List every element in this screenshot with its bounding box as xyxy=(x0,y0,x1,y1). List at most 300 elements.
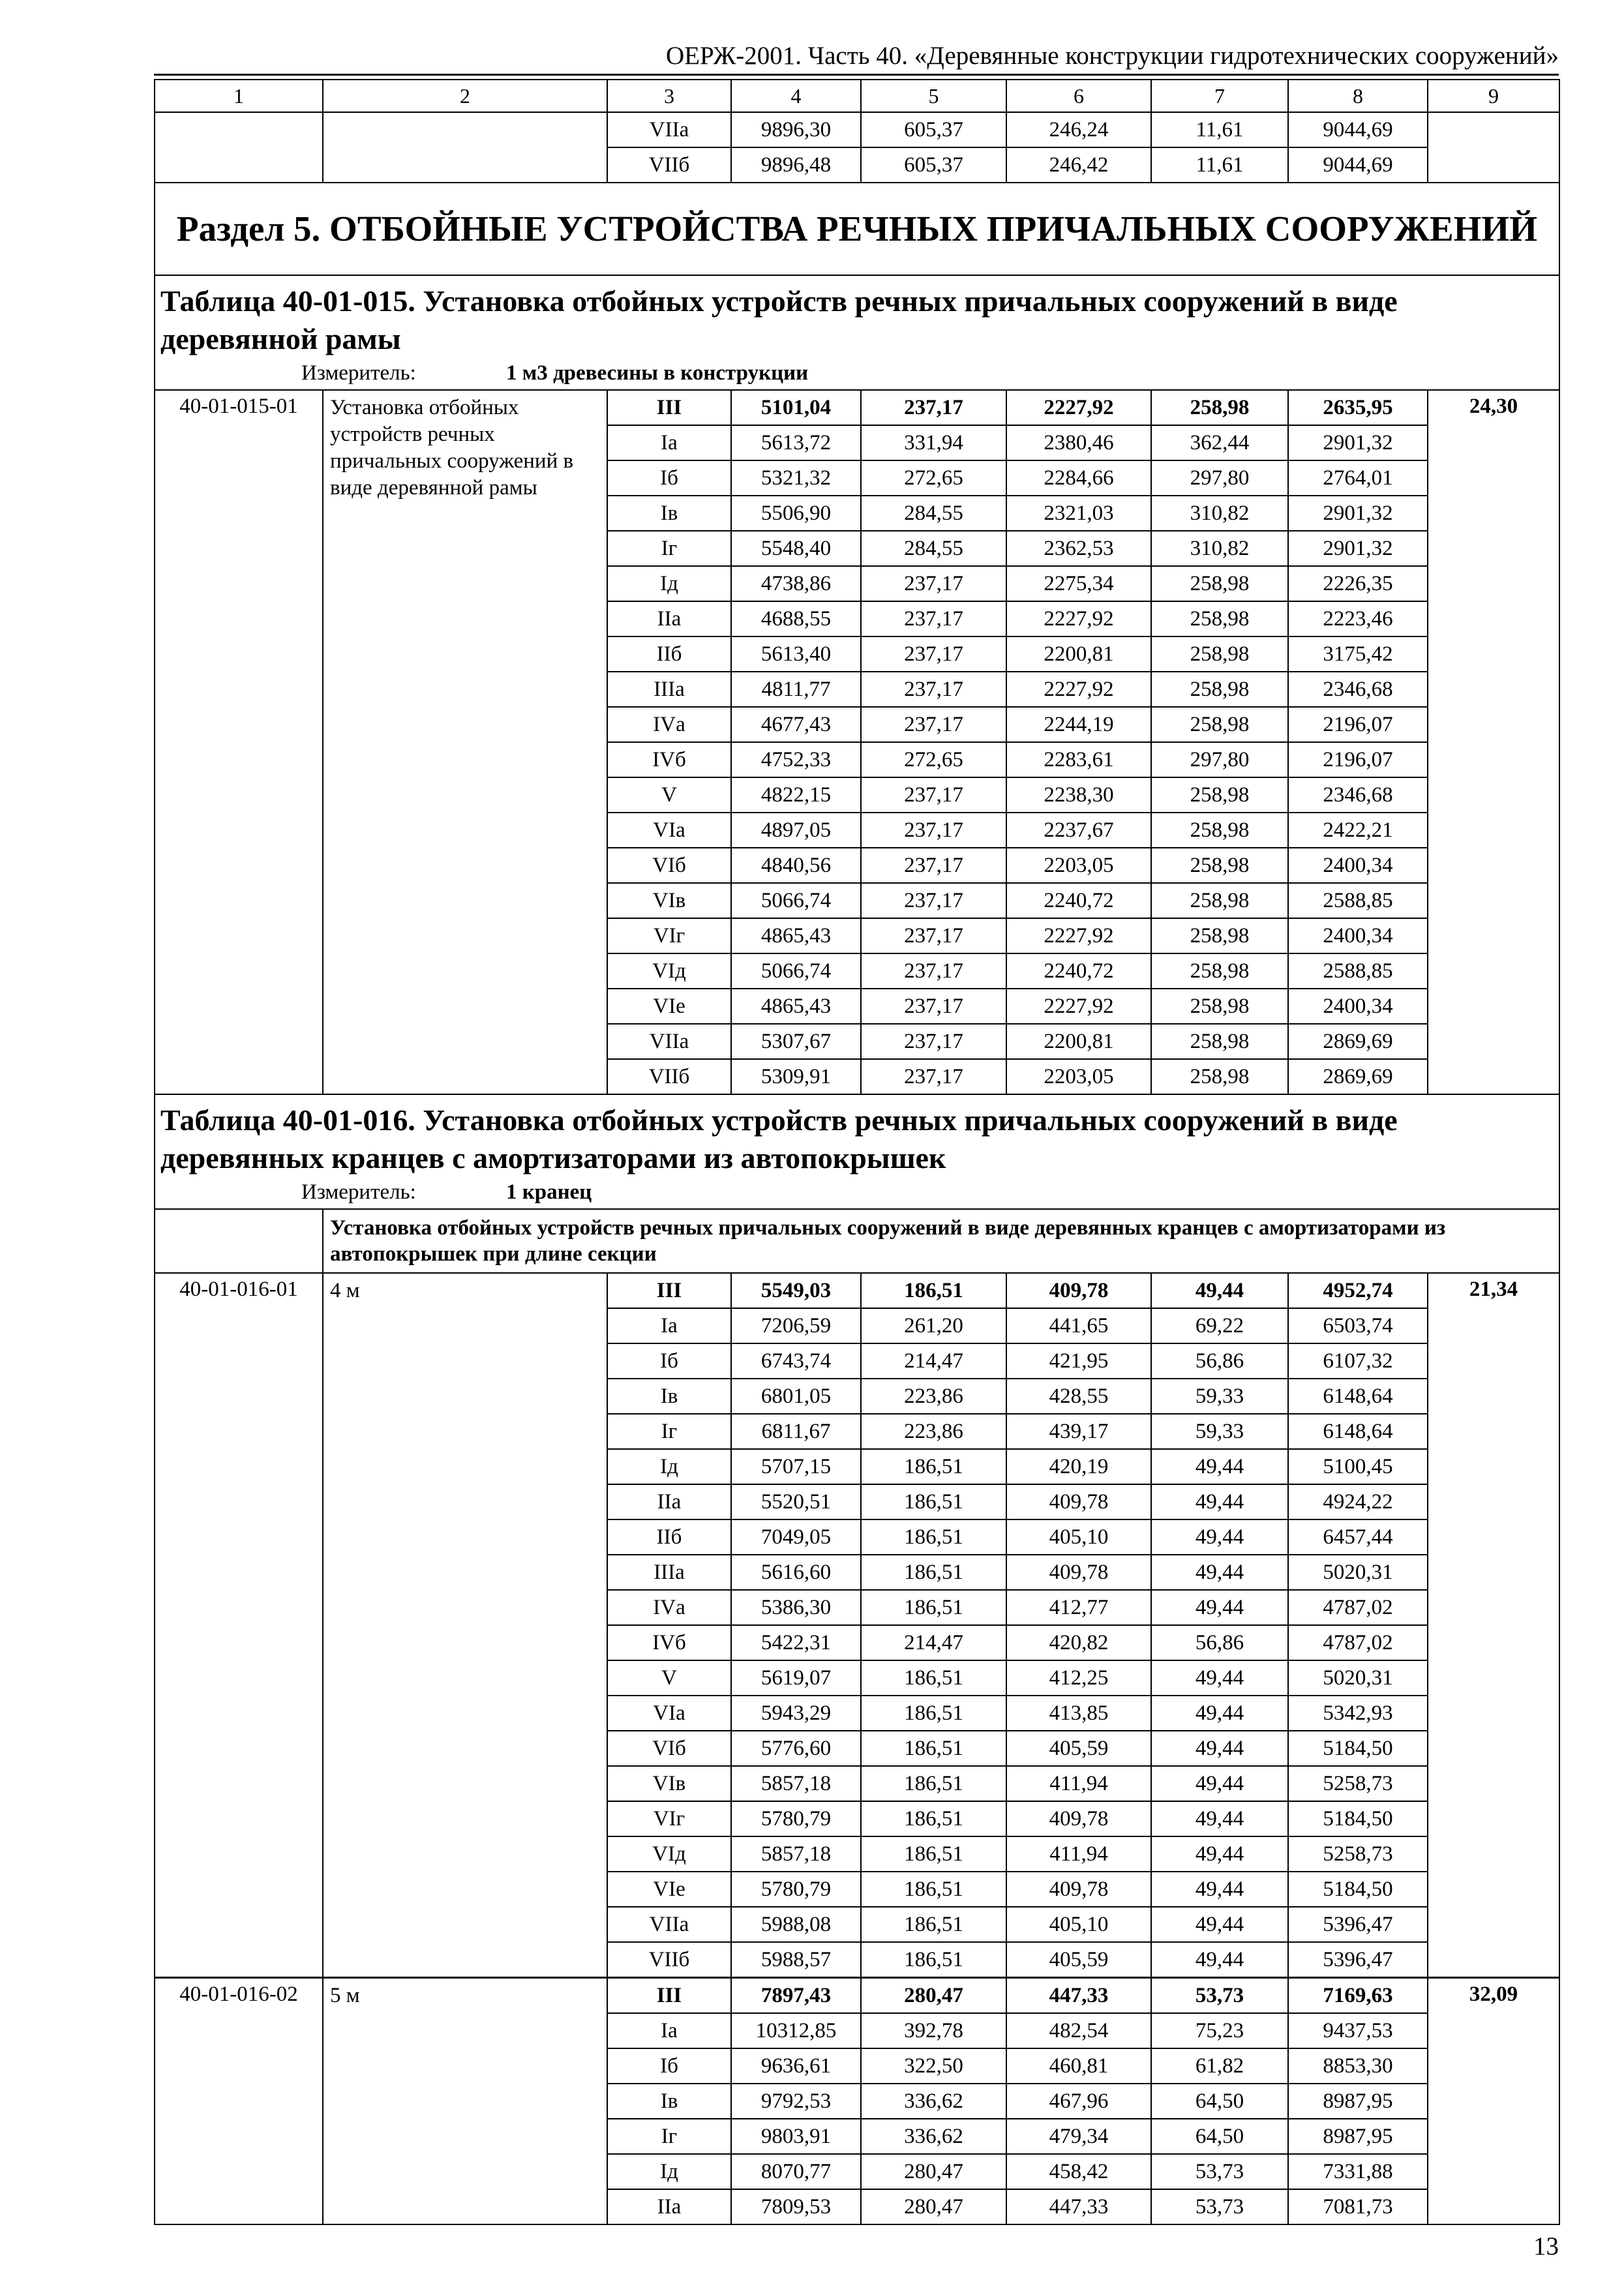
rate-value: 2200,81 xyxy=(1006,1024,1151,1059)
rate-value: 5857,18 xyxy=(731,1836,861,1872)
rate-value: 420,19 xyxy=(1006,1449,1151,1484)
column-number: 9 xyxy=(1428,80,1559,112)
zone-code: VIIа xyxy=(607,1024,731,1059)
rate-value: 186,51 xyxy=(861,1519,1006,1555)
rate-value: 237,17 xyxy=(861,390,1006,425)
rate-value: 237,17 xyxy=(861,672,1006,707)
rate-value: 5020,31 xyxy=(1288,1555,1428,1590)
running-header: ОЕРЖ-2001. Часть 40. «Деревянные конструкции гидротехнических сооружений» xyxy=(666,42,1559,70)
zone-code: Iа xyxy=(607,425,731,460)
rate-value: 5780,79 xyxy=(731,1801,861,1836)
rate-value: 56,86 xyxy=(1151,1343,1288,1379)
rate-value: 411,94 xyxy=(1006,1766,1151,1801)
rate-value: 49,44 xyxy=(1151,1519,1288,1555)
rate-value: 4865,43 xyxy=(731,918,861,953)
zone-code: IIа xyxy=(607,1484,731,1519)
rate-value: 246,24 xyxy=(1006,112,1151,147)
column-number: 8 xyxy=(1288,80,1428,112)
rate-value: 412,25 xyxy=(1006,1660,1151,1696)
rate-value: 5307,67 xyxy=(731,1024,861,1059)
rate-value: 49,44 xyxy=(1151,1555,1288,1590)
zone-code: IVа xyxy=(607,707,731,742)
rate-value: 2203,05 xyxy=(1006,848,1151,883)
rate-value: 237,17 xyxy=(861,989,1006,1024)
rate-value: 5321,32 xyxy=(731,460,861,496)
rate-value: 237,17 xyxy=(861,636,1006,672)
rate-value: 49,44 xyxy=(1151,1942,1288,1978)
rate-value: 5776,60 xyxy=(731,1731,861,1766)
rate-value: 441,65 xyxy=(1006,1308,1151,1343)
page-number: 13 xyxy=(1533,2232,1559,2260)
zone-code: VIб xyxy=(607,848,731,883)
rate-value: 413,85 xyxy=(1006,1696,1151,1731)
rate-value: 53,73 xyxy=(1151,1978,1288,2014)
zone-code: Iг xyxy=(607,1414,731,1449)
rate-value: 7081,73 xyxy=(1288,2189,1428,2224)
rate-value: 186,51 xyxy=(861,1872,1006,1907)
rate-value: 49,44 xyxy=(1151,1696,1288,1731)
rate-value: 2238,30 xyxy=(1006,777,1151,813)
rate-value: 186,51 xyxy=(861,1766,1006,1801)
subheading: Установка отбойных устройств речных причальных сооружений в виде деревянных кранцев с амортизаторами из автопокрышек при длине секции xyxy=(323,1209,1559,1273)
rate-value: 237,17 xyxy=(861,1059,1006,1094)
rate-value: 186,51 xyxy=(861,1731,1006,1766)
rate-value: 439,17 xyxy=(1006,1414,1151,1449)
rate-value: 5548,40 xyxy=(731,531,861,566)
rate-value: 5857,18 xyxy=(731,1766,861,1801)
rate-value: 11,61 xyxy=(1151,112,1288,147)
rate-value: 258,98 xyxy=(1151,777,1288,813)
zone-code: VIе xyxy=(607,1872,731,1907)
zone-code: VIIб xyxy=(607,1942,731,1978)
rate-value: 3175,42 xyxy=(1288,636,1428,672)
zone-code: VIб xyxy=(607,1731,731,1766)
rate-value: 272,65 xyxy=(861,742,1006,777)
rate-value: 5422,31 xyxy=(731,1625,861,1660)
rate-row-main xyxy=(155,1273,1559,1308)
rate-value: 409,78 xyxy=(1006,1484,1151,1519)
rate-value: 258,98 xyxy=(1151,1059,1288,1094)
rate-value: 2240,72 xyxy=(1006,883,1151,918)
rate-value: 8070,77 xyxy=(731,2154,861,2189)
rate-value: 258,98 xyxy=(1151,883,1288,918)
rate-value: 223,86 xyxy=(861,1414,1006,1449)
rate-value: 336,62 xyxy=(861,2084,1006,2119)
rate-value: 49,44 xyxy=(1151,1449,1288,1484)
rate-weight: 21,34 xyxy=(1428,1273,1559,1978)
rate-value: 237,17 xyxy=(861,813,1006,848)
rate-value: 258,98 xyxy=(1151,672,1288,707)
column-number: 7 xyxy=(1151,80,1288,112)
rate-value: 392,78 xyxy=(861,2013,1006,2048)
rate-value: 11,61 xyxy=(1151,147,1288,183)
table-title-cell xyxy=(155,275,1559,390)
zone-code: IIб xyxy=(607,636,731,672)
zone-code: Iб xyxy=(607,1343,731,1379)
rate-value: 9636,61 xyxy=(731,2048,861,2084)
rate-value: 2227,92 xyxy=(1006,918,1151,953)
rate-code: 40-01-016-01 xyxy=(155,1273,323,1978)
rate-value: 56,86 xyxy=(1151,1625,1288,1660)
rates-table xyxy=(154,79,1560,2225)
rate-value: 237,17 xyxy=(861,953,1006,989)
rate-value: 5988,08 xyxy=(731,1907,861,1942)
rate-value: 2321,03 xyxy=(1006,496,1151,531)
rate-value: 186,51 xyxy=(861,1696,1006,1731)
rate-value: 411,94 xyxy=(1006,1836,1151,1872)
rate-value: 6801,05 xyxy=(731,1379,861,1414)
rate-value: 4952,74 xyxy=(1288,1273,1428,1308)
rate-value: 258,98 xyxy=(1151,953,1288,989)
zone-code: IVб xyxy=(607,742,731,777)
rate-value: 258,98 xyxy=(1151,566,1288,601)
rate-value: 64,50 xyxy=(1151,2119,1288,2154)
rate-value: 605,37 xyxy=(861,147,1006,183)
rate-value: 258,98 xyxy=(1151,601,1288,636)
rate-value: 6107,32 xyxy=(1288,1343,1428,1379)
rate-value: 186,51 xyxy=(861,1836,1006,1872)
rate-value: 49,44 xyxy=(1151,1590,1288,1625)
rate-value: 237,17 xyxy=(861,848,1006,883)
rate-value: 8987,95 xyxy=(1288,2119,1428,2154)
rate-value: 5258,73 xyxy=(1288,1766,1428,1801)
rate-value: 4787,02 xyxy=(1288,1590,1428,1625)
rate-value: 7169,63 xyxy=(1288,1978,1428,2014)
rate-value: 49,44 xyxy=(1151,1731,1288,1766)
zone-code: VIг xyxy=(607,1801,731,1836)
rate-value: 297,80 xyxy=(1151,742,1288,777)
rate-value: 6457,44 xyxy=(1288,1519,1428,1555)
rate-value: 5707,15 xyxy=(731,1449,861,1484)
rate-value: 2869,69 xyxy=(1288,1059,1428,1094)
column-number: 2 xyxy=(323,80,607,112)
rate-value: 9896,48 xyxy=(731,147,861,183)
rate-value: 2764,01 xyxy=(1288,460,1428,496)
rate-value: 237,17 xyxy=(861,1024,1006,1059)
rate-value: 2346,68 xyxy=(1288,672,1428,707)
rate-value: 258,98 xyxy=(1151,989,1288,1024)
rate-value: 2901,32 xyxy=(1288,425,1428,460)
rate-value: 2635,95 xyxy=(1288,390,1428,425)
rate-value: 75,23 xyxy=(1151,2013,1288,2048)
zone-code: VIIа xyxy=(607,1907,731,1942)
rate-value: 2275,34 xyxy=(1006,566,1151,601)
zone-code: Iд xyxy=(607,566,731,601)
rate-value: 4924,22 xyxy=(1288,1484,1428,1519)
section-title: Раздел 5. ОТБОЙНЫЕ УСТРОЙСТВА РЕЧНЫХ ПРИЧАЛЬНЫХ СООРУЖЕНИЙ xyxy=(155,183,1559,275)
measure-label: Измеритель: xyxy=(301,1180,416,1204)
rate-value: 2588,85 xyxy=(1288,953,1428,989)
rate-value: 9437,53 xyxy=(1288,2013,1428,2048)
rate-value: 53,73 xyxy=(1151,2154,1288,2189)
rate-value: 280,47 xyxy=(861,2154,1006,2189)
zone-code: Iв xyxy=(607,2084,731,2119)
rate-value: 5020,31 xyxy=(1288,1660,1428,1696)
zone-code: VIв xyxy=(607,1766,731,1801)
rate-value: 4811,77 xyxy=(731,672,861,707)
continued-row xyxy=(155,112,1559,147)
zone-code: V xyxy=(607,1660,731,1696)
rate-value: 49,44 xyxy=(1151,1484,1288,1519)
rate-value: 5613,72 xyxy=(731,425,861,460)
measure-value: 1 кранец xyxy=(506,1180,592,1204)
rate-value: 258,98 xyxy=(1151,813,1288,848)
table-title: Таблица 40-01-016. Установка отбойных устройств речных причальных сооружений в виде деревянных кранцев с амортизаторами из автопокрышек xyxy=(160,1103,1398,1174)
zone-code: VIе xyxy=(607,989,731,1024)
rate-value: 5613,40 xyxy=(731,636,861,672)
rate-value: 4752,33 xyxy=(731,742,861,777)
column-number: 6 xyxy=(1006,80,1151,112)
rate-value: 5100,45 xyxy=(1288,1449,1428,1484)
rate-value: 405,59 xyxy=(1006,1731,1151,1766)
rate-value: 409,78 xyxy=(1006,1801,1151,1836)
rate-value: 284,55 xyxy=(861,496,1006,531)
rate-value: 5619,07 xyxy=(731,1660,861,1696)
zone-code: IIIа xyxy=(607,672,731,707)
rate-value: 362,44 xyxy=(1151,425,1288,460)
rate-value: 405,59 xyxy=(1006,1942,1151,1978)
column-number: 5 xyxy=(861,80,1006,112)
rate-value: 246,42 xyxy=(1006,147,1151,183)
rate-value: 2362,53 xyxy=(1006,531,1151,566)
rate-value: 49,44 xyxy=(1151,1836,1288,1872)
rate-value: 258,98 xyxy=(1151,390,1288,425)
rate-value: 310,82 xyxy=(1151,531,1288,566)
column-number-row xyxy=(155,80,1559,112)
rate-value: 186,51 xyxy=(861,1590,1006,1625)
rate-value: 420,82 xyxy=(1006,1625,1151,1660)
rate-value: 405,10 xyxy=(1006,1907,1151,1942)
measure-value: 1 м3 древесины в конструкции xyxy=(506,361,809,385)
rate-value: 428,55 xyxy=(1006,1379,1151,1414)
rate-value: 8853,30 xyxy=(1288,2048,1428,2084)
rate-value: 409,78 xyxy=(1006,1872,1151,1907)
rate-value: 53,73 xyxy=(1151,2189,1288,2224)
rate-value: 237,17 xyxy=(861,918,1006,953)
zone-code: IVа xyxy=(607,1590,731,1625)
rate-value: 5396,47 xyxy=(1288,1907,1428,1942)
rate-value: 49,44 xyxy=(1151,1907,1288,1942)
rate-value: 2223,46 xyxy=(1288,601,1428,636)
rate-value: 2226,35 xyxy=(1288,566,1428,601)
rate-value: 214,47 xyxy=(861,1625,1006,1660)
measure-label: Измеритель: xyxy=(301,361,416,385)
zone-code: VIа xyxy=(607,1696,731,1731)
zone-code: VIв xyxy=(607,883,731,918)
rate-value: 186,51 xyxy=(861,1907,1006,1942)
rate-value: 2227,92 xyxy=(1006,601,1151,636)
rate-value: 258,98 xyxy=(1151,1024,1288,1059)
rate-value: 482,54 xyxy=(1006,2013,1151,2048)
rate-value: 479,34 xyxy=(1006,2119,1151,2154)
rate-value: 59,33 xyxy=(1151,1414,1288,1449)
rate-value: 5386,30 xyxy=(731,1590,861,1625)
rate-value: 49,44 xyxy=(1151,1273,1288,1308)
zone-code: Iа xyxy=(607,1308,731,1343)
rate-value: 237,17 xyxy=(861,707,1006,742)
rate-value: 447,33 xyxy=(1006,2189,1151,2224)
rate-value: 412,77 xyxy=(1006,1590,1151,1625)
rate-value: 186,51 xyxy=(861,1273,1006,1308)
zone-code: VIг xyxy=(607,918,731,953)
rate-value: 186,51 xyxy=(861,1660,1006,1696)
rate-value: 280,47 xyxy=(861,2189,1006,2224)
zone-code: IVб xyxy=(607,1625,731,1660)
rate-value: 59,33 xyxy=(1151,1379,1288,1414)
rate-value: 9792,53 xyxy=(731,2084,861,2119)
rate-value: 2240,72 xyxy=(1006,953,1151,989)
rate-value: 467,96 xyxy=(1006,2084,1151,2119)
rate-value: 49,44 xyxy=(1151,1660,1288,1696)
rate-value: 5258,73 xyxy=(1288,1836,1428,1872)
zone-code: III xyxy=(607,1273,731,1308)
rate-value: 9044,69 xyxy=(1288,112,1428,147)
rate-value: 5520,51 xyxy=(731,1484,861,1519)
rate-weight: 32,09 xyxy=(1428,1978,1559,2225)
rate-value: 9896,30 xyxy=(731,112,861,147)
rate-value: 64,50 xyxy=(1151,2084,1288,2119)
rate-code: 40-01-016-02 xyxy=(155,1978,323,2225)
rate-value: 2203,05 xyxy=(1006,1059,1151,1094)
zone-code: Iд xyxy=(607,2154,731,2189)
rate-value: 8987,95 xyxy=(1288,2084,1428,2119)
rate-value: 421,95 xyxy=(1006,1343,1151,1379)
rate-value: 2400,34 xyxy=(1288,918,1428,953)
rate-value: 6148,64 xyxy=(1288,1379,1428,1414)
rate-value: 6811,67 xyxy=(731,1414,861,1449)
rate-row-main xyxy=(155,1978,1559,2014)
rate-value: 4840,56 xyxy=(731,848,861,883)
rate-value: 258,98 xyxy=(1151,848,1288,883)
rate-value: 49,44 xyxy=(1151,1766,1288,1801)
rate-value: 2400,34 xyxy=(1288,848,1428,883)
measure-line xyxy=(160,1177,1552,1208)
zone-code: IIа xyxy=(607,2189,731,2224)
rate-value: 5309,91 xyxy=(731,1059,861,1094)
rate-value: 2869,69 xyxy=(1288,1024,1428,1059)
rate-value: 4865,43 xyxy=(731,989,861,1024)
measure-line xyxy=(160,358,1552,389)
section-row xyxy=(155,183,1559,275)
rate-value: 2227,92 xyxy=(1006,390,1151,425)
zone-code: Iб xyxy=(607,460,731,496)
column-number: 3 xyxy=(607,80,731,112)
rate-value: 331,94 xyxy=(861,425,1006,460)
rate-value: 258,98 xyxy=(1151,707,1288,742)
rate-value: 5943,29 xyxy=(731,1696,861,1731)
rate-value: 2237,67 xyxy=(1006,813,1151,848)
rate-value: 5184,50 xyxy=(1288,1801,1428,1836)
rate-value: 447,33 xyxy=(1006,1978,1151,2014)
zone-code: Iв xyxy=(607,1379,731,1414)
rate-value: 5101,04 xyxy=(731,390,861,425)
rate-value: 237,17 xyxy=(861,777,1006,813)
continued-name-cell xyxy=(323,112,607,183)
rate-value: 322,50 xyxy=(861,2048,1006,2084)
zone-code: VIд xyxy=(607,953,731,989)
rate-value: 2346,68 xyxy=(1288,777,1428,813)
rate-value: 409,78 xyxy=(1006,1555,1151,1590)
rate-value: 4897,05 xyxy=(731,813,861,848)
rate-value: 7331,88 xyxy=(1288,2154,1428,2189)
rate-value: 5506,90 xyxy=(731,496,861,531)
rate-value: 409,78 xyxy=(1006,1273,1151,1308)
rate-value: 186,51 xyxy=(861,1801,1006,1836)
rate-value: 5184,50 xyxy=(1288,1731,1428,1766)
zone-code: IIа xyxy=(607,601,731,636)
rate-value: 272,65 xyxy=(861,460,1006,496)
rate-value: 4677,43 xyxy=(731,707,861,742)
rate-value: 605,37 xyxy=(861,112,1006,147)
zone-code: IIIа xyxy=(607,1555,731,1590)
rate-name: 4 м xyxy=(323,1273,607,1978)
table-title-row xyxy=(155,275,1559,390)
rate-value: 5184,50 xyxy=(1288,1872,1428,1907)
rate-value: 9803,91 xyxy=(731,2119,861,2154)
rate-value: 223,86 xyxy=(861,1379,1006,1414)
header-rule xyxy=(154,74,1559,76)
rate-value: 69,22 xyxy=(1151,1308,1288,1343)
rate-value: 2400,34 xyxy=(1288,989,1428,1024)
rate-value: 5616,60 xyxy=(731,1555,861,1590)
rate-value: 186,51 xyxy=(861,1449,1006,1484)
table-title-cell xyxy=(155,1094,1559,1209)
rate-value: 258,98 xyxy=(1151,636,1288,672)
rate-value: 2196,07 xyxy=(1288,742,1428,777)
column-number: 4 xyxy=(731,80,861,112)
rate-value: 6503,74 xyxy=(1288,1308,1428,1343)
rate-value: 2380,46 xyxy=(1006,425,1151,460)
rate-value: 2227,92 xyxy=(1006,672,1151,707)
rate-value: 7897,43 xyxy=(731,1978,861,2014)
rate-value: 2283,61 xyxy=(1006,742,1151,777)
rate-value: 237,17 xyxy=(861,883,1006,918)
zone-code: Iг xyxy=(607,2119,731,2154)
zone-code: Iв xyxy=(607,496,731,531)
rate-weight: 24,30 xyxy=(1428,390,1559,1094)
zone-code: III xyxy=(607,1978,731,2014)
rate-value: 5066,74 xyxy=(731,953,861,989)
rate-value: 10312,85 xyxy=(731,2013,861,2048)
rate-value: 336,62 xyxy=(861,2119,1006,2154)
zone-code: V xyxy=(607,777,731,813)
rate-value: 61,82 xyxy=(1151,2048,1288,2084)
rate-value: 237,17 xyxy=(861,601,1006,636)
rate-value: 297,80 xyxy=(1151,460,1288,496)
zone-code: III xyxy=(607,390,731,425)
rate-value: 6148,64 xyxy=(1288,1414,1428,1449)
rate-name: 5 м xyxy=(323,1978,607,2225)
zone-code: VIа xyxy=(607,813,731,848)
rate-value: 186,51 xyxy=(861,1942,1006,1978)
rate-value: 284,55 xyxy=(861,531,1006,566)
rate-value: 261,20 xyxy=(861,1308,1006,1343)
subheading-spacer xyxy=(155,1209,323,1273)
rate-value: 2901,32 xyxy=(1288,531,1428,566)
continued-weight-cell xyxy=(1428,112,1559,183)
rate-value: 49,44 xyxy=(1151,1801,1288,1836)
zone-code: VIд xyxy=(607,1836,731,1872)
rate-row-main xyxy=(155,390,1559,425)
rate-value: 7049,05 xyxy=(731,1519,861,1555)
rate-value: 186,51 xyxy=(861,1555,1006,1590)
zone-code: Iг xyxy=(607,531,731,566)
rate-value: 6743,74 xyxy=(731,1343,861,1379)
rate-value: 4688,55 xyxy=(731,601,861,636)
rate-value: 458,42 xyxy=(1006,2154,1151,2189)
zone-code: Iб xyxy=(607,2048,731,2084)
rate-value: 9044,69 xyxy=(1288,147,1428,183)
